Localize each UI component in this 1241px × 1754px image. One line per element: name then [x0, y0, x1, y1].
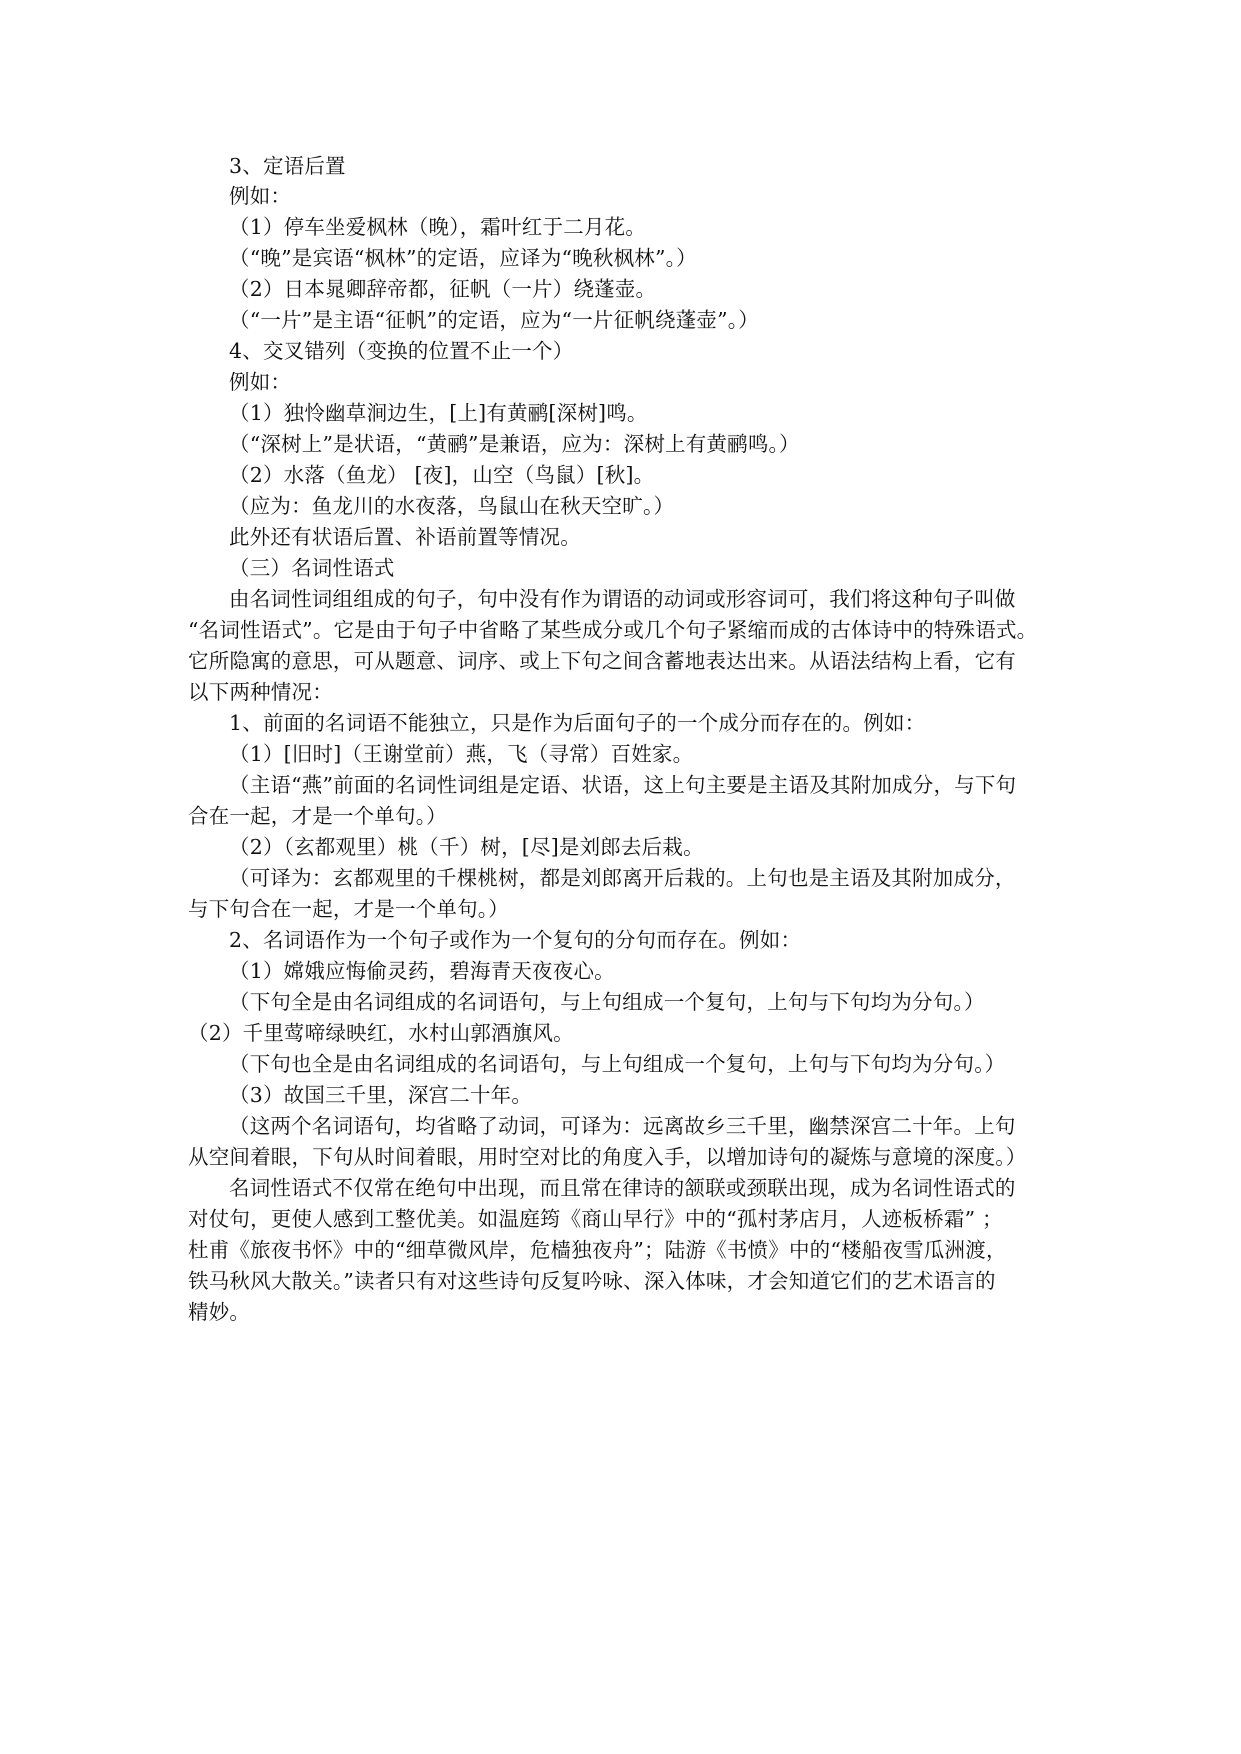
text-line: （下句全是由名词组成的名词语句，与上句组成一个复句，上句与下句均为分句。）: [229, 990, 985, 1014]
text-line: （2）千里莺啼绿映红，水村山郭酒旗风。: [188, 1021, 574, 1045]
text-line: （可译为：玄都观里的千棵桃树，都是刘郎离开后栽的。上句也是主语及其附加成分，: [229, 866, 1016, 890]
text-line: （下句也全是由名词组成的名词语句，与上句组成一个复句，上句与下句均为分句。）: [229, 1052, 1006, 1076]
paragraph-line: 对仗句，更使人感到工整优美。如温庭筠《商山早行》中的“孤村茅店月，人迹板桥霜” ；: [188, 1207, 1003, 1231]
text-line: （“一片”是主语“征帆”的定语，应为“一片征帆绕蓬壶”。）: [229, 308, 759, 332]
heading-4: 4、交叉错列（变换的位置不止一个）: [229, 339, 574, 363]
example-label: 例如：: [229, 370, 292, 394]
text-line: （主语“燕”前面的名词性词组是定语、状语，这上句主要是主语及其附加成分，与下句: [229, 773, 1017, 797]
text-line: （2）日本晁卿辞帝都，征帆（一片）绕蓬壶。: [229, 277, 657, 301]
text-line: （2）水落（鱼龙） [夜]，山空（鸟鼠）[秋]。: [229, 463, 655, 487]
text-line: （1）停车坐爱枫林（晚），霜叶红于二月花。: [229, 215, 646, 239]
heading-3: 3、定语后置: [229, 154, 346, 178]
example-label: 例如：: [229, 184, 292, 208]
paragraph-line: 它所隐寓的意思，可从题意、词序、或上下句之间含蓄地表达出来。从语法结构上看，它有: [188, 649, 1016, 673]
section-heading: （三）名词性语式: [229, 556, 395, 580]
paragraph-line: 杜甫《旅夜书怀》中的“细草微风岸，危樯独夜舟”；陆游《书愤》中的“楼船夜雪瓜洲渡，: [188, 1238, 1007, 1262]
text-line: （“深树上”是状语，“黄鹂”是兼语，应为：深树上有黄鹂鸣。）: [229, 432, 800, 456]
text-line: （1）[旧时]（王谢堂前）燕，飞（寻常）百姓家。: [229, 742, 694, 766]
subheading-1: 1、前面的名词语不能独立，只是作为后面句子的一个成分而存在的。例如：: [229, 711, 926, 735]
paragraph-line: 铁马秋风大散关。”读者只有对这些诗句反复吟咏、深入体味，才会知道它们的艺术语言的: [188, 1269, 996, 1293]
text-line: （3）故国三千里，深宫二十年。: [229, 1083, 533, 1107]
text-line: （2）（玄都观里）桃（千）树，[尽]是刘郎去后栽。: [229, 835, 704, 859]
subheading-2: 2、名词语作为一个句子或作为一个复句的分句而存在。例如：: [229, 928, 802, 952]
text-line: （应为：鱼龙川的水夜落，鸟鼠山在秋天空旷。）: [229, 494, 675, 518]
paragraph-line: 精妙。: [188, 1300, 251, 1324]
text-line: 从空间着眼，下句从时间着眼，用时空对比的角度入手，以增加诗句的凝炼与意境的深度。）: [188, 1145, 1027, 1169]
paragraph-line: 以下两种情况：: [188, 680, 333, 704]
text-line: （这两个名词语句，均省略了动词，可译为：远离故乡三千里，幽禁深宫二十年。上句: [229, 1114, 1016, 1138]
text-line: （“晚”是宾语“枫林”的定语，应译为“晚秋枫林”。）: [229, 246, 697, 270]
text-line: 此外还有状语后置、补语前置等情况。: [229, 525, 581, 549]
paragraph-line: 名词性语式不仅常在绝句中出现，而且常在律诗的颔联或颈联出现，成为名词性语式的: [229, 1176, 1016, 1200]
text-line: （1）独怜幽草涧边生，[上]有黄鹂[深树]鸣。: [229, 401, 648, 425]
text-line: 与下句合在一起，才是一个单句。）: [188, 897, 509, 921]
text-line: （1）嫦娥应悔偷灵药，碧海青天夜夜心。: [229, 959, 615, 983]
paragraph-line: 由名词性词组组成的句子，句中没有作为谓语的动词或形容词可，我们将这种句子叫做: [229, 587, 1016, 611]
text-line: 合在一起，才是一个单句。）: [188, 804, 447, 828]
paragraph-line: “名词性语式”。它是由于句子中省略了某些成分或几个句子紧缩而成的古体诗中的特殊语式。: [188, 618, 1038, 642]
